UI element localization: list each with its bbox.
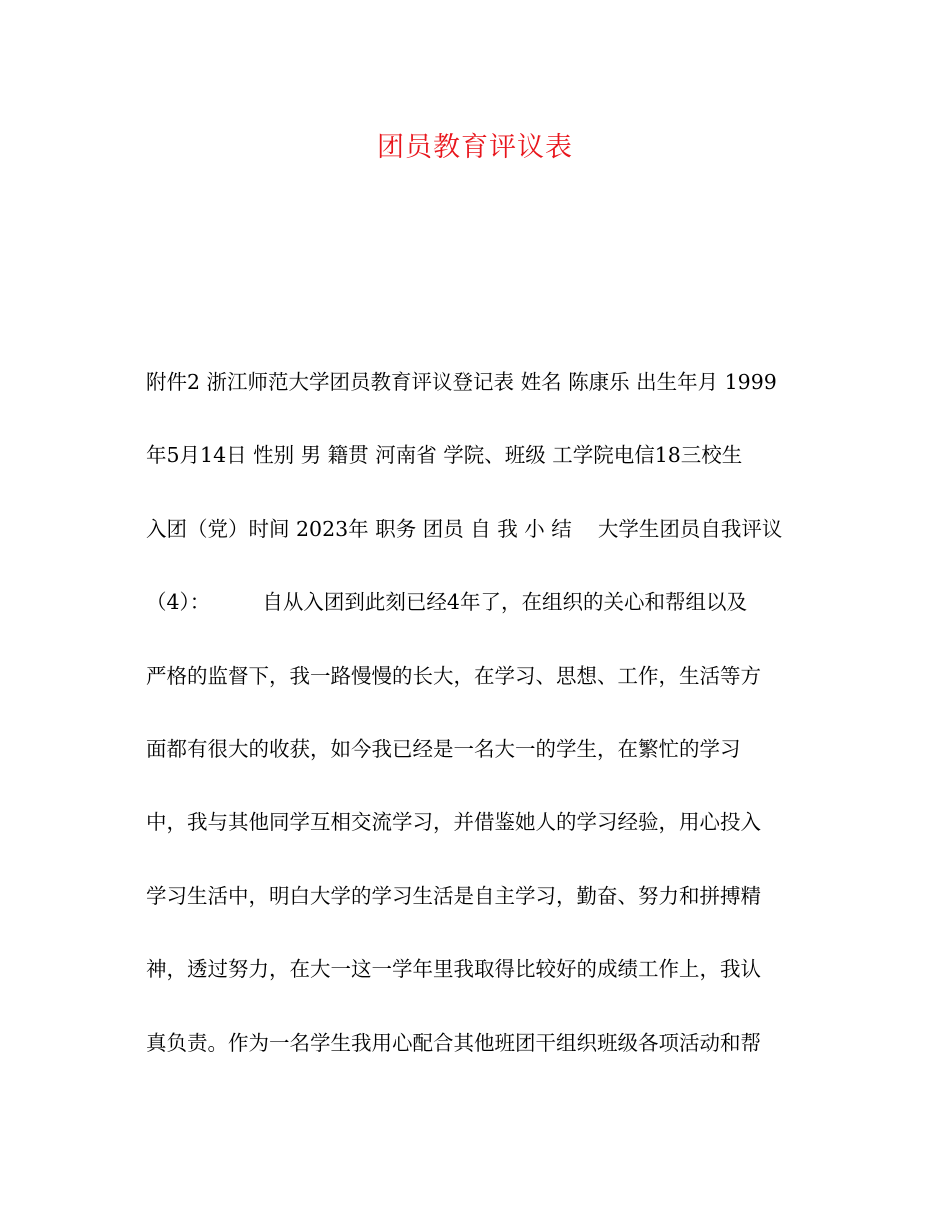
body-line-10: 真负责。作为一名学生我用心配合其他班团干组织班级各项活动和帮 bbox=[146, 1030, 761, 1055]
body-line-9: 神，透过努力，在大一这一学年里我取得比较好的成绩工作上，我认 bbox=[146, 957, 761, 982]
body-line-2: 年5月14日 性别 男 籍贯 河南省 学院、班级 工学院电信18三校生 bbox=[146, 443, 743, 468]
body-line-5: 严格的监督下，我一路慢慢的长大，在学习、思想、工作，生活等方 bbox=[146, 663, 761, 688]
body-line-6: 面都有很大的收获，如今我已经是一名大一的学生，在繁忙的学习 bbox=[146, 736, 741, 761]
document-title: 团员教育评议表 bbox=[377, 132, 573, 163]
body-line-8: 学习生活中，明白大学的学习生活是自主学习，勤奋、努力和拼搏精 bbox=[146, 883, 761, 908]
document-body bbox=[146, 358, 806, 1092]
body-line-7: 中，我与其他同学互相交流学习，并借鉴她人的学习经验，用心投入 bbox=[146, 810, 761, 835]
body-line-4: （4）： 自从入团到此刻已经4年了，在组织的关心和帮组以及 bbox=[146, 590, 747, 615]
body-line-3: 入团（党）时间 2023年 职务 团员 自 我 小 结 大学生团员自我评议 bbox=[146, 516, 783, 541]
body-line-1: 附件2 浙江师范大学团员教育评议登记表 姓名 陈康乐 出生年月 1999 bbox=[146, 370, 777, 394]
